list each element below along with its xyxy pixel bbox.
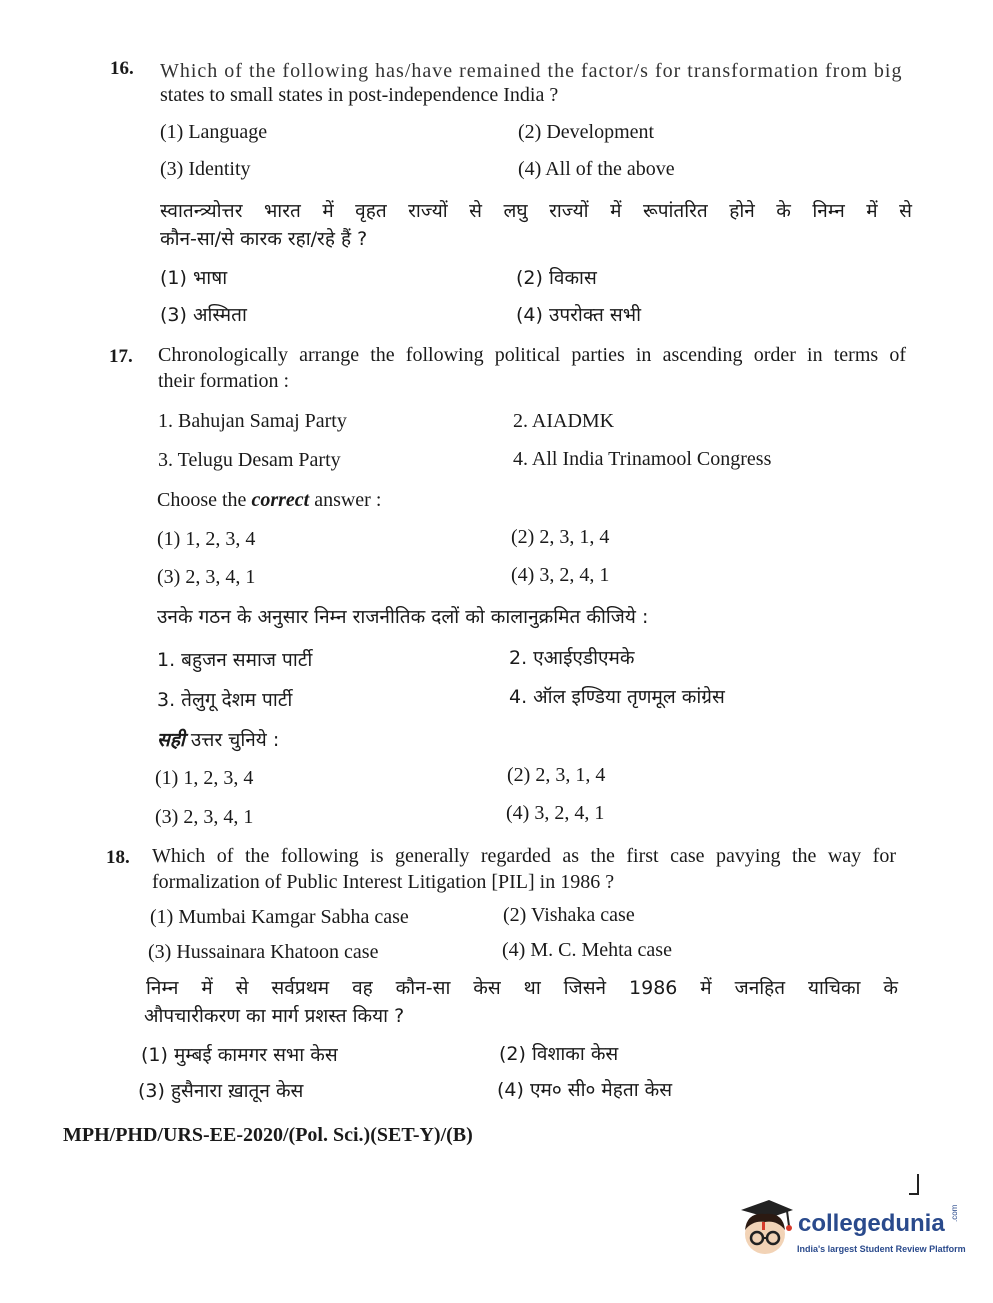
- q17-hindi-choose-instruction: सही उत्तर चुनिये :: [157, 729, 280, 751]
- q17-hindi-item-3: 3. तेलुगू देशम पार्टी: [157, 689, 293, 711]
- q17-hindi-item-1: 1. बहुजन समाज पार्टी: [157, 649, 313, 671]
- q17-item-3: 3. Telugu Desam Party: [158, 449, 341, 471]
- q17-item-4: 4. All India Trinamool Congress: [513, 448, 772, 470]
- q18-hindi-stem-line2: औपचारीकरण का मार्ग प्रशस्त किया ?: [144, 1005, 405, 1027]
- q18-hindi-stem-line1: निम्न में से सर्वप्रथम वह कौन-सा केस था जिसने 1986 में जनहित याचिका के: [146, 977, 898, 999]
- q17-hindi-item-4: 4. ऑल इण्डिया तृणमूल कांग्रेस: [509, 686, 725, 708]
- q17-hindi-item-2: 2. एआईएडीएमके: [509, 647, 635, 669]
- q16-stem-cut-line: Which of the following has/have remained the factor/s for transformation from big: [160, 60, 903, 82]
- q17-hindi-option-3: (3) 2, 3, 4, 1: [155, 806, 254, 828]
- question-number-18: 18.: [106, 847, 130, 868]
- mascot-icon: [733, 1196, 797, 1262]
- q16-hindi-option-3: (3) अस्मिता: [160, 304, 247, 326]
- q18-hindi-option-2: (2) विशाका केस: [499, 1043, 619, 1065]
- q17-option-1: (1) 1, 2, 3, 4: [157, 528, 256, 550]
- q16-option-1: (1) Language: [160, 121, 268, 143]
- q17-hindi-stem: उनके गठन के अनुसार निम्न राजनीतिक दलों को कालानुक्रमित कीजिये :: [157, 606, 649, 628]
- q16-hindi-option-4: (4) उपरोक्त सभी: [516, 304, 642, 326]
- corner-mark: [917, 1174, 919, 1194]
- question-number-17: 17.: [109, 346, 133, 367]
- q18-hindi-option-1: (1) मुम्बई कामगर सभा केस: [141, 1044, 338, 1066]
- q17-hindi-option-4: (4) 3, 2, 4, 1: [506, 802, 605, 824]
- q16-stem: states to small states in post-independence India ?: [160, 84, 559, 106]
- q18-option-1: (1) Mumbai Kamgar Sabha case: [150, 906, 409, 928]
- q18-hindi-option-4: (4) एम० सी० मेहता केस: [497, 1079, 673, 1101]
- q17-stem-line2: their formation :: [158, 370, 290, 392]
- q17-choose-instruction: Choose the correct answer :: [157, 489, 382, 511]
- q17-option-4: (4) 3, 2, 4, 1: [511, 564, 610, 586]
- q17-item-1: 1. Bahujan Samaj Party: [158, 410, 347, 432]
- collegedunia-com: .com: [950, 1204, 959, 1222]
- corner-mark-base: [909, 1193, 919, 1195]
- q16-option-4: (4) All of the above: [518, 158, 675, 180]
- q18-hindi-option-3: (3) हुसैनारा ख़ातून केस: [138, 1080, 304, 1102]
- q17-option-3: (3) 2, 3, 4, 1: [157, 566, 256, 588]
- q18-option-4: (4) M. C. Mehta case: [502, 939, 672, 961]
- q18-stem-line2: formalization of Public Interest Litigation [PIL] in 1986 ?: [152, 871, 615, 893]
- q17-hindi-option-1: (1) 1, 2, 3, 4: [155, 767, 254, 789]
- q18-stem-line1: Which of the following is generally regarded as the first case pavying the way for: [152, 845, 896, 867]
- q17-item-2: 2. AIADMK: [513, 410, 615, 432]
- q17-hindi-option-2: (2) 2, 3, 1, 4: [507, 764, 606, 786]
- q18-option-3: (3) Hussainara Khatoon case: [148, 941, 379, 963]
- q17-option-2: (2) 2, 3, 1, 4: [511, 526, 610, 548]
- q16-hindi-stem-line2: कौन-सा/से कारक रहा/रहे हैं ?: [160, 228, 368, 250]
- q18-option-2: (2) Vishaka case: [503, 904, 635, 926]
- collegedunia-brand: collegedunia: [798, 1210, 945, 1237]
- collegedunia-tagline: India's largest Student Review Platform: [797, 1244, 966, 1254]
- q16-option-2: (2) Development: [518, 121, 655, 143]
- q16-hindi-option-1: (1) भाषा: [160, 267, 228, 289]
- footer-exam-code: MPH/PHD/URS-EE-2020/(Pol. Sci.)(SET-Y)/(B): [63, 1124, 473, 1146]
- q17-stem-line1: Chronologically arrange the following political parties in ascending order in terms of: [158, 344, 906, 366]
- q16-hindi-stem-line1: स्वातन्त्र्योत्तर भारत में वृहत राज्यों से लघु राज्यों में रूपांतरित होने के निम्न में से: [160, 200, 912, 222]
- question-number-16: 16.: [110, 58, 134, 79]
- q16-option-3: (3) Identity: [160, 158, 251, 180]
- q16-hindi-option-2: (2) विकास: [516, 267, 597, 289]
